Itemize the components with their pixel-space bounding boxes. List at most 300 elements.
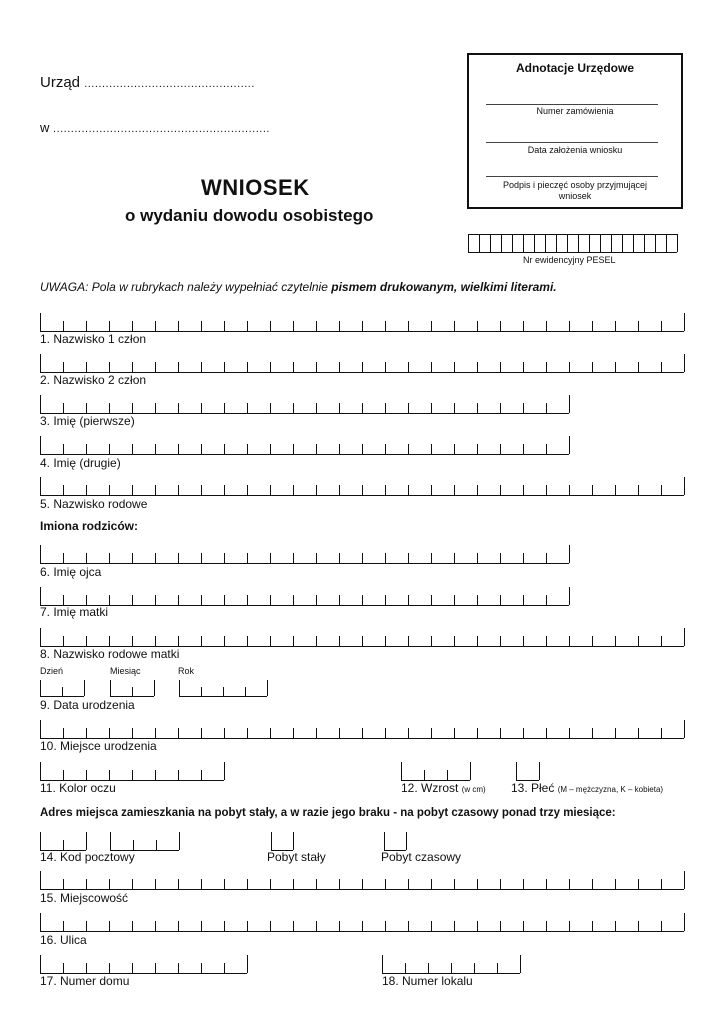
cell-divider: [40, 354, 41, 372]
cell-divider: [293, 636, 294, 646]
birth-day-input[interactable]: [40, 680, 84, 696]
cell-divider: [578, 234, 579, 252]
cell-divider: [40, 545, 41, 563]
notice-emphasis: pismem drukowanym, wielkimi literami.: [331, 280, 557, 294]
cell-divider: [569, 587, 570, 605]
cell-divider: [201, 553, 202, 563]
cell-divider: [201, 444, 202, 454]
cell-divider: [592, 485, 593, 495]
cell-divider: [500, 321, 501, 331]
cell-divider: [408, 636, 409, 646]
cell-divider: [316, 485, 317, 495]
cell-divider: [40, 913, 41, 931]
cell-divider: [523, 403, 524, 413]
cell-divider: [201, 963, 202, 973]
cell-divider: [201, 403, 202, 413]
cell-divider: [431, 921, 432, 931]
cell-divider: [63, 485, 64, 495]
surname-1-label: 1. Nazwisko 1 człon: [40, 332, 147, 346]
cell-divider: [454, 321, 455, 331]
cell-divider: [63, 595, 64, 605]
cell-divider: [109, 553, 110, 563]
cell-divider: [408, 921, 409, 931]
cell-divider: [592, 321, 593, 331]
cell-divider: [270, 921, 271, 931]
cell-divider: [109, 485, 110, 495]
order-number-line[interactable]: [486, 104, 658, 105]
cell-divider: [408, 553, 409, 563]
cell-divider: [178, 728, 179, 738]
signature-label-1: Podpis i pieczęć osoby przyjmującej: [502, 180, 648, 190]
cell-baseline: [40, 563, 569, 564]
cell-divider: [201, 485, 202, 495]
cell-divider: [178, 362, 179, 372]
mother-name-label: 7. Imię matki: [40, 605, 109, 619]
cell-divider: [86, 832, 87, 850]
cell-divider: [40, 955, 41, 973]
cell-divider: [431, 444, 432, 454]
cell-divider: [447, 770, 448, 780]
cell-divider: [316, 921, 317, 931]
cell-divider: [477, 403, 478, 413]
cell-divider: [431, 403, 432, 413]
cell-divider: [201, 770, 202, 780]
cell-divider: [86, 879, 87, 889]
cell-divider: [270, 321, 271, 331]
birth-date-label: 9. Data urodzenia: [40, 698, 135, 712]
cell-divider: [638, 485, 639, 495]
location-line[interactable]: [40, 120, 270, 135]
birth-place-input[interactable]: [40, 720, 684, 738]
cell-divider: [270, 403, 271, 413]
cell-divider: [474, 963, 475, 973]
cell-divider: [520, 955, 521, 973]
month-label: Miesiąc: [110, 666, 141, 676]
cell-divider: [655, 234, 656, 252]
cell-divider: [523, 728, 524, 738]
cell-divider: [556, 234, 557, 252]
cell-divider: [401, 762, 402, 780]
cell-divider: [523, 553, 524, 563]
cell-divider: [86, 362, 87, 372]
cell-divider: [546, 485, 547, 495]
cell-divider: [293, 444, 294, 454]
cell-divider: [110, 680, 111, 696]
cell-divider: [132, 879, 133, 889]
locality-input[interactable]: [40, 871, 684, 889]
cell-divider: [132, 963, 133, 973]
cell-divider: [270, 728, 271, 738]
cell-divider: [385, 879, 386, 889]
cell-divider: [86, 321, 87, 331]
father-name-input[interactable]: [40, 545, 569, 563]
cell-divider: [638, 321, 639, 331]
street-input[interactable]: [40, 913, 684, 931]
flat-number-input[interactable]: [382, 955, 520, 973]
cell-divider: [109, 362, 110, 372]
cell-divider: [546, 403, 547, 413]
cell-divider: [132, 728, 133, 738]
cell-divider: [132, 485, 133, 495]
cell-baseline: [40, 889, 684, 890]
creation-date-line[interactable]: [486, 142, 658, 143]
postal-code-part-2-input[interactable]: [110, 832, 179, 850]
temporary-residence-checkbox[interactable]: [384, 832, 406, 850]
cell-baseline: [40, 605, 569, 606]
father-name-label: 6. Imię ojca: [40, 565, 102, 579]
cell-divider: [385, 595, 386, 605]
cell-baseline: [40, 454, 569, 455]
cell-divider: [569, 395, 570, 413]
cell-divider: [501, 234, 502, 252]
cell-divider: [500, 553, 501, 563]
birth-month-input[interactable]: [110, 680, 154, 696]
cell-divider: [569, 636, 570, 646]
signature-label-2: wniosek: [558, 191, 592, 201]
mother-family-name-input[interactable]: [40, 628, 684, 646]
cell-divider: [523, 879, 524, 889]
pesel-input[interactable]: [468, 234, 677, 252]
cell-divider: [661, 362, 662, 372]
cell-divider: [156, 840, 157, 850]
cell-divider: [638, 921, 639, 931]
cell-divider: [451, 963, 452, 973]
cell-divider: [454, 728, 455, 738]
cell-divider: [339, 636, 340, 646]
surname-1-input[interactable]: [40, 313, 684, 331]
house-number-input[interactable]: [40, 955, 247, 973]
cell-divider: [661, 485, 662, 495]
eye-color-label: 11. Kolor oczu: [40, 781, 116, 795]
cell-divider: [201, 687, 202, 696]
cell-divider: [512, 234, 513, 252]
cell-divider: [431, 362, 432, 372]
cell-divider: [224, 403, 225, 413]
cell-divider: [408, 595, 409, 605]
cell-divider: [316, 728, 317, 738]
permanent-residence-label: Pobyt stały: [267, 850, 326, 864]
eye-color-input[interactable]: [40, 762, 224, 780]
cell-divider: [86, 636, 87, 646]
cell-divider: [86, 553, 87, 563]
cell-divider: [339, 444, 340, 454]
office-line[interactable]: [40, 74, 255, 91]
cell-baseline: [40, 931, 684, 932]
cell-divider: [592, 636, 593, 646]
pesel-label: Nr ewidencyjny PESEL: [523, 255, 616, 265]
cell-divider: [362, 879, 363, 889]
cell-divider: [245, 687, 246, 696]
cell-divider: [569, 485, 570, 495]
cell-divider: [638, 728, 639, 738]
cell-divider: [316, 595, 317, 605]
cell-divider: [316, 879, 317, 889]
cell-divider: [109, 770, 110, 780]
cell-divider: [615, 485, 616, 495]
cell-divider: [497, 963, 498, 973]
cell-divider: [201, 362, 202, 372]
cell-divider: [86, 595, 87, 605]
cell-divider: [155, 595, 156, 605]
cell-divider: [179, 832, 180, 850]
cell-divider: [247, 595, 248, 605]
first-name-input[interactable]: [40, 395, 569, 413]
cell-divider: [40, 436, 41, 454]
cell-divider: [293, 832, 294, 850]
house-number-label: 17. Numer domu: [40, 974, 130, 988]
cell-divider: [224, 321, 225, 331]
cell-divider: [468, 234, 469, 252]
cell-divider: [154, 680, 155, 696]
cell-divider: [270, 444, 271, 454]
cell-divider: [109, 444, 110, 454]
cell-divider: [362, 728, 363, 738]
cell-divider: [661, 879, 662, 889]
cell-divider: [569, 545, 570, 563]
height-input[interactable]: [401, 762, 470, 780]
cell-divider: [109, 728, 110, 738]
cell-divider: [316, 362, 317, 372]
cell-divider: [201, 595, 202, 605]
cell-divider: [454, 403, 455, 413]
cell-divider: [431, 636, 432, 646]
parents-heading: Imiona rodziców:: [40, 519, 139, 533]
cell-divider: [86, 444, 87, 454]
cell-divider: [132, 687, 133, 696]
cell-divider: [224, 444, 225, 454]
location-label: w: [40, 120, 50, 135]
surname-2-label: 2. Nazwisko 2 człon: [40, 373, 147, 387]
permanent-residence-checkbox[interactable]: [271, 832, 293, 850]
cell-divider: [615, 362, 616, 372]
cell-divider: [316, 321, 317, 331]
cell-divider: [638, 636, 639, 646]
cell-divider: [109, 636, 110, 646]
cell-divider: [155, 444, 156, 454]
cell-divider: [661, 321, 662, 331]
cell-divider: [316, 636, 317, 646]
cell-divider: [385, 444, 386, 454]
cell-divider: [178, 444, 179, 454]
cell-divider: [201, 728, 202, 738]
mother-family-name-label: 8. Nazwisko rodowe matki: [40, 647, 180, 661]
sex-hint: (M – mężczyzna, K – kobieta): [557, 785, 664, 794]
cell-divider: [477, 362, 478, 372]
cell-divider: [362, 362, 363, 372]
cell-divider: [500, 728, 501, 738]
cell-divider: [684, 913, 685, 931]
cell-divider: [247, 636, 248, 646]
cell-baseline: [40, 495, 684, 496]
cell-divider: [684, 871, 685, 889]
creation-date-label: Data założenia wniosku: [527, 145, 623, 155]
cell-divider: [490, 234, 491, 252]
cell-divider: [247, 553, 248, 563]
cell-divider: [546, 553, 547, 563]
cell-divider: [431, 485, 432, 495]
cell-divider: [385, 403, 386, 413]
cell-divider: [155, 770, 156, 780]
cell-divider: [477, 595, 478, 605]
cell-divider: [40, 832, 41, 850]
cell-divider: [408, 485, 409, 495]
cell-divider: [293, 553, 294, 563]
cell-divider: [155, 403, 156, 413]
cell-divider: [339, 553, 340, 563]
cell-divider: [661, 728, 662, 738]
cell-divider: [546, 728, 547, 738]
cell-divider: [592, 921, 593, 931]
cell-divider: [523, 321, 524, 331]
cell-divider: [523, 921, 524, 931]
cell-divider: [178, 879, 179, 889]
height-text: 12. Wzrost: [401, 781, 459, 795]
cell-divider: [408, 728, 409, 738]
cell-divider: [63, 403, 64, 413]
cell-divider: [454, 485, 455, 495]
cell-divider: [293, 595, 294, 605]
cell-divider: [155, 879, 156, 889]
cell-divider: [546, 921, 547, 931]
family-name-label: 5. Nazwisko rodowe: [40, 497, 148, 511]
cell-divider: [86, 770, 87, 780]
cell-divider: [477, 879, 478, 889]
cell-divider: [500, 879, 501, 889]
postal-code-part-1-input[interactable]: [40, 832, 86, 850]
signature-line[interactable]: [486, 176, 658, 177]
cell-divider: [86, 963, 87, 973]
cell-divider: [500, 403, 501, 413]
cell-divider: [155, 553, 156, 563]
cell-divider: [201, 321, 202, 331]
birth-place-label: 10. Miejsce urodzenia: [40, 739, 157, 753]
cell-divider: [267, 680, 268, 696]
temporary-residence-label: Pobyt czasowy: [381, 850, 462, 864]
cell-divider: [569, 728, 570, 738]
sex-text: 13. Płeć: [511, 781, 555, 795]
cell-divider: [500, 362, 501, 372]
cell-divider: [431, 553, 432, 563]
cell-divider: [316, 403, 317, 413]
cell-divider: [63, 840, 64, 850]
cell-divider: [546, 595, 547, 605]
sex-label: [511, 781, 663, 795]
cell-divider: [615, 879, 616, 889]
cell-divider: [247, 444, 248, 454]
form-title: WNIOSEK: [201, 175, 310, 200]
cell-divider: [224, 762, 225, 780]
cell-divider: [362, 595, 363, 605]
cell-divider: [293, 879, 294, 889]
cell-divider: [40, 871, 41, 889]
cell-divider: [477, 321, 478, 331]
second-name-label: 4. Imię (drugie): [40, 456, 121, 470]
cell-divider: [523, 444, 524, 454]
cell-divider: [546, 362, 547, 372]
cell-divider: [86, 403, 87, 413]
cell-divider: [40, 720, 41, 738]
cell-divider: [224, 553, 225, 563]
office-dots: ................................................: [84, 78, 255, 90]
cell-divider: [247, 879, 248, 889]
cell-divider: [500, 485, 501, 495]
cell-divider: [270, 636, 271, 646]
cell-divider: [523, 595, 524, 605]
cell-divider: [132, 362, 133, 372]
cell-divider: [132, 595, 133, 605]
day-label: Dzień: [40, 666, 64, 676]
cell-divider: [178, 485, 179, 495]
mother-name-input[interactable]: [40, 587, 569, 605]
cell-divider: [224, 963, 225, 973]
cell-divider: [684, 354, 685, 372]
cell-divider: [155, 636, 156, 646]
cell-divider: [62, 687, 63, 696]
cell-divider: [431, 728, 432, 738]
cell-divider: [63, 921, 64, 931]
order-number-label: Numer zamówienia: [536, 106, 614, 116]
cell-baseline: [468, 252, 677, 253]
cell-divider: [546, 636, 547, 646]
cell-divider: [479, 234, 480, 252]
flat-number-label: 18. Numer lokalu: [382, 974, 473, 988]
cell-topline: [468, 234, 677, 235]
cell-divider: [293, 362, 294, 372]
cell-divider: [454, 879, 455, 889]
cell-divider: [405, 963, 406, 973]
cell-divider: [293, 403, 294, 413]
cell-divider: [408, 403, 409, 413]
second-name-input[interactable]: [40, 436, 569, 454]
cell-divider: [155, 362, 156, 372]
cell-divider: [615, 921, 616, 931]
cell-divider: [179, 680, 180, 696]
cell-divider: [592, 879, 593, 889]
cell-divider: [569, 436, 570, 454]
cell-divider: [110, 832, 111, 850]
cell-divider: [431, 595, 432, 605]
official-box-title: Adnotacje Urzędowe: [515, 61, 635, 75]
family-name-input[interactable]: [40, 477, 684, 495]
street-label: 16. Ulica: [40, 933, 87, 947]
cell-divider: [178, 770, 179, 780]
cell-divider: [385, 321, 386, 331]
cell-divider: [339, 321, 340, 331]
cell-divider: [40, 762, 41, 780]
cell-divider: [454, 595, 455, 605]
cell-divider: [339, 485, 340, 495]
cell-divider: [362, 485, 363, 495]
cell-divider: [500, 444, 501, 454]
sex-input[interactable]: [516, 762, 539, 780]
cell-divider: [523, 234, 524, 252]
cell-divider: [477, 921, 478, 931]
cell-divider: [109, 321, 110, 331]
cell-divider: [178, 321, 179, 331]
cell-divider: [132, 321, 133, 331]
cell-divider: [684, 477, 685, 495]
cell-baseline: [179, 696, 267, 697]
cell-divider: [638, 362, 639, 372]
cell-divider: [408, 321, 409, 331]
surname-2-input[interactable]: [40, 354, 684, 372]
cell-divider: [63, 362, 64, 372]
cell-divider: [477, 485, 478, 495]
cell-divider: [316, 444, 317, 454]
first-name-label: 3. Imię (pierwsze): [40, 414, 135, 428]
birth-year-input[interactable]: [179, 680, 267, 696]
cell-divider: [270, 879, 271, 889]
